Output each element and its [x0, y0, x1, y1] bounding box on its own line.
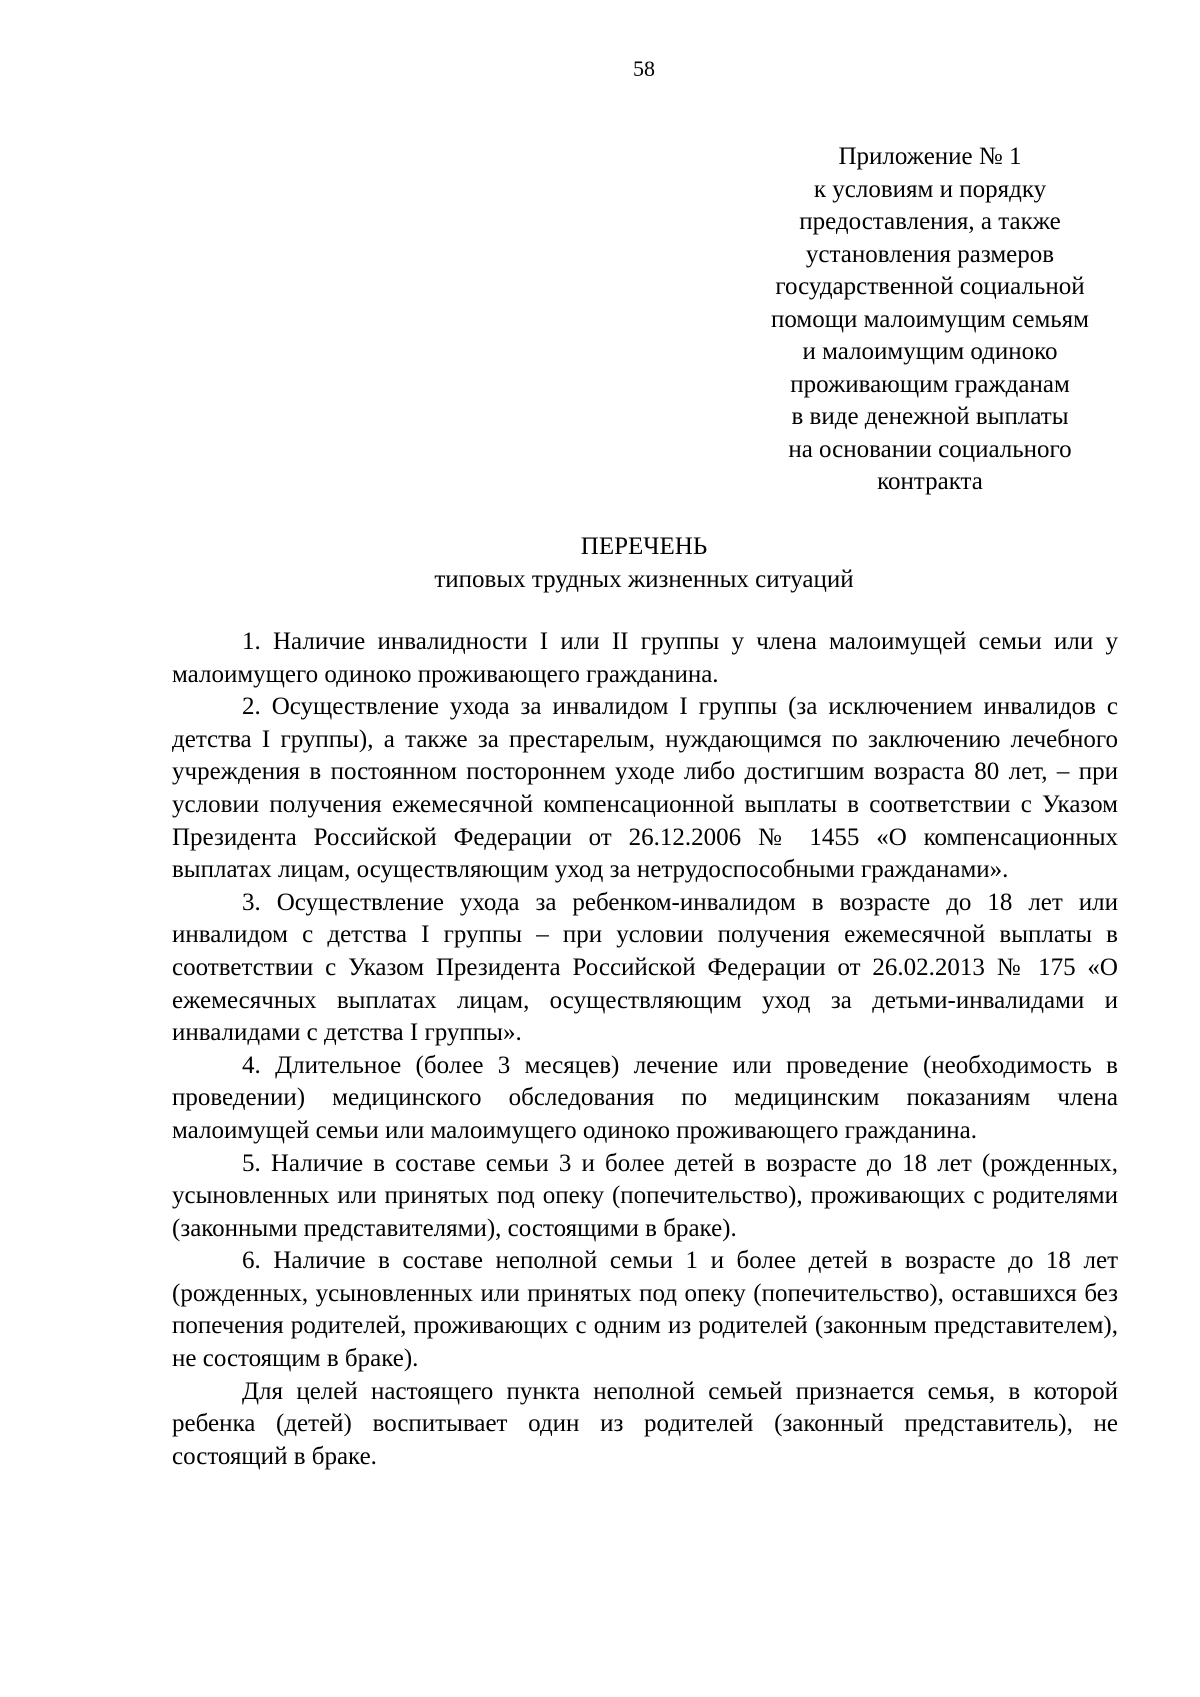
paragraph-item-6: 6. Наличие в составе неполной семьи 1 и более детей в возрасте до 18 лет (рожденных, усыновленных или принятых под опеку (попечительство), оставшихся без попечения родителей, проживающих с одним из родителей (законным представителем), не состоящим в браке). — [172, 1247, 1118, 1373]
paragraph-item-2: 2. Осуществление ухода за инвалидом I группы (за исключением инвалидов с детства I группы), а также за престарелым, нуждающимся по заключению лечебного учреждения в постоянном постороннем уходе либо достигшим возраста 80 лет, – при условии получения ежемесячной компенсационной выплаты в соответствии с Указом Президента Российской Федерации от 26.12.2006 № 1455 «О компенсационных выплатах лицам, осуществляющим уход за нетрудоспособными гражданами». — [172, 693, 1118, 884]
appendix-line: помощи малоимущим семьям — [771, 305, 1089, 333]
paragraph-item-3: 3. Осуществление ухода за ребенком-инвалидом в возрасте до 18 лет или инвалидом с детства I группы – при условии получения ежемесячной выплаты в соответствии с Указом Президента Российской Федерации от 26.02.2013 № 175 «О ежемесячных выплатах лицам, осуществляющим уход за детьми-инвалидами и инвалидами с детства I группы». — [172, 888, 1118, 1047]
appendix-line: Приложение № 1 — [838, 143, 1022, 170]
appendix-line: государственной социальной — [775, 273, 1085, 300]
appendix-line: в виде денежной выплаты — [791, 403, 1069, 430]
paragraph-note: Для целей настоящего пункта неполной семьей признается семья, в которой ребенка (детей) воспитывает один из родителей (законный представитель), не состоящий в браке. — [172, 1377, 1118, 1470]
document-title: ПЕРЕЧЕНЬ — [580, 533, 708, 560]
appendix-line: и малоимущим одиноко — [802, 338, 1058, 365]
page-number: 58 — [633, 56, 655, 81]
appendix-line: на основании социального — [788, 435, 1072, 463]
appendix-line: установления размеров — [805, 240, 1055, 268]
paragraph-item-1: 1. Наличие инвалидности I или II группы у члена малоимущей семьи или у малоимущего одиноко проживающего гражданина. — [172, 628, 1118, 688]
appendix-line: к условиям и порядку — [813, 175, 1047, 203]
appendix-line: проживающим гражданам — [790, 370, 1070, 398]
paragraph-item-5: 5. Наличие в составе семьи 3 и более детей в возрасте до 18 лет (рожденных, усыновленных или принятых под опеку (попечительство), проживающих с родителями (законными представителями), состоящими в браке). — [172, 1149, 1118, 1242]
document-body — [172, 626, 1118, 1473]
appendix-header — [720, 141, 1140, 499]
document-title-block — [0, 531, 1200, 596]
appendix-line: контракта — [877, 468, 983, 495]
document-subtitle: типовых трудных жизненных ситуаций — [434, 565, 854, 593]
appendix-line: предоставления, а также — [799, 208, 1061, 235]
paragraph-item-4: 4. Длительное (более 3 месяцев) лечение или проведение (необходимость в проведении) медицинского обследования по медицинским показаниям члена малоимущей семьи или малоимущего одиноко проживающего гражданина. — [172, 1051, 1118, 1144]
